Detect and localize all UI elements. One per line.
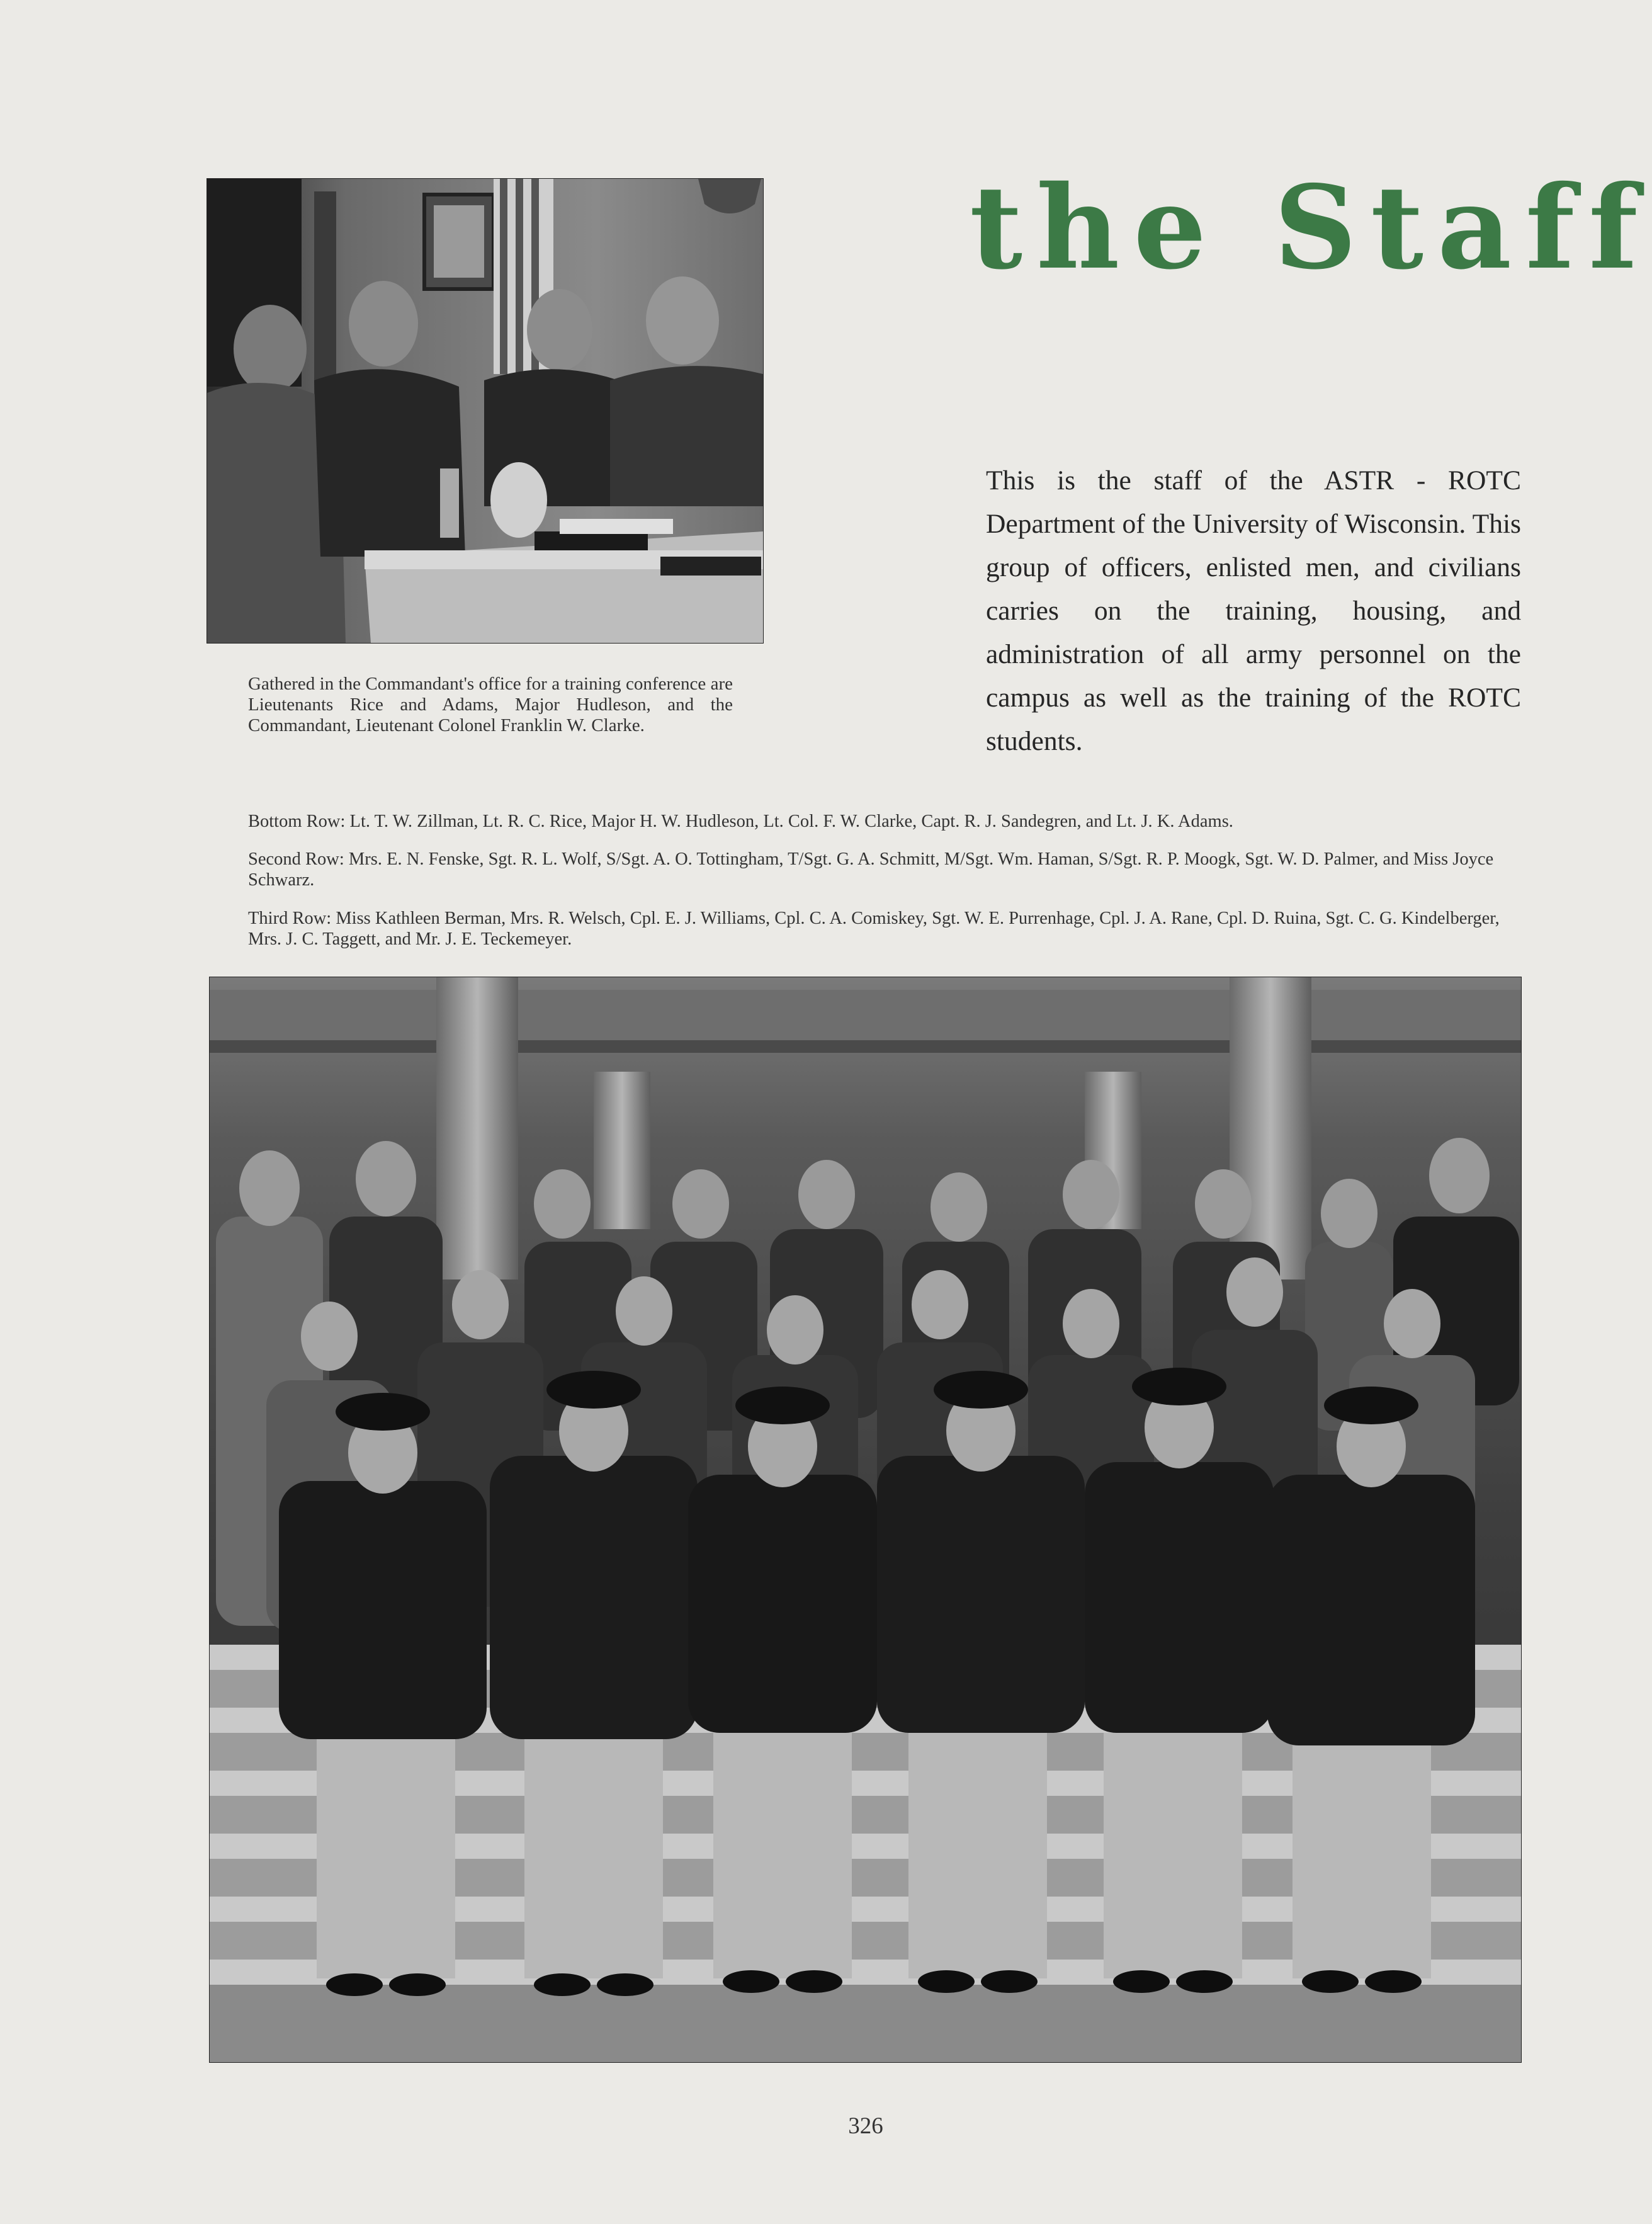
page-number: 326	[848, 2113, 883, 2139]
row-label: Third Row:	[248, 909, 332, 928]
office-photo-caption: Gathered in the Commandant's office for a training conference are Lieutenants Rice and Adams, Major Hudleson, and the Commandant, Lieutenant Colonel Franklin W. Clarke.	[248, 674, 733, 735]
row-names: Lt. T. W. Zillman, Lt. R. C. Rice, Major H. W. Hudleson, Lt. Col. F. W. Clarke, Capt. R. J. Sandegren, and Lt. J. K. Adams.	[349, 812, 1233, 831]
page-title: the Staff	[970, 160, 1652, 295]
caption-second-row	[248, 849, 1507, 890]
row-names: Miss Kathleen Berman, Mrs. R. Welsch, Cpl. E. J. Williams, Cpl. C. A. Comiskey, Sgt. W. E. Purrenhage, Cpl. J. A. Rane, Cpl. D. Ruina, Sgt. C. G. Kindelberger, Mrs. J. C. Taggett, and Mr. J. E. Teckemeyer.	[248, 909, 1500, 949]
office-photo-image	[207, 179, 763, 643]
row-label: Second Row:	[248, 849, 344, 869]
group-photo	[209, 977, 1522, 2063]
intro-paragraph: This is the staff of the ASTR - ROTC Department of the University of Wisconsin. This group of officers, enlisted men, and civilians carries on the training, housing, and administration of all army personnel on the campus as well as the training of the ROTC students.	[986, 465, 1521, 756]
caption-third-row	[248, 908, 1507, 950]
caption-bottom-row	[248, 811, 1507, 832]
row-label: Bottom Row:	[248, 812, 346, 831]
row-names: Mrs. E. N. Fenske, Sgt. R. L. Wolf, S/Sgt. A. O. Tottingham, T/Sgt. G. A. Schmitt, M/Sgt. Wm. Haman, S/Sgt. R. P. Moogk, Sgt. W. D. Palmer, and Miss Joyce Schwarz.	[248, 849, 1494, 890]
office-photo	[206, 178, 764, 644]
group-photo-image	[210, 977, 1521, 2062]
